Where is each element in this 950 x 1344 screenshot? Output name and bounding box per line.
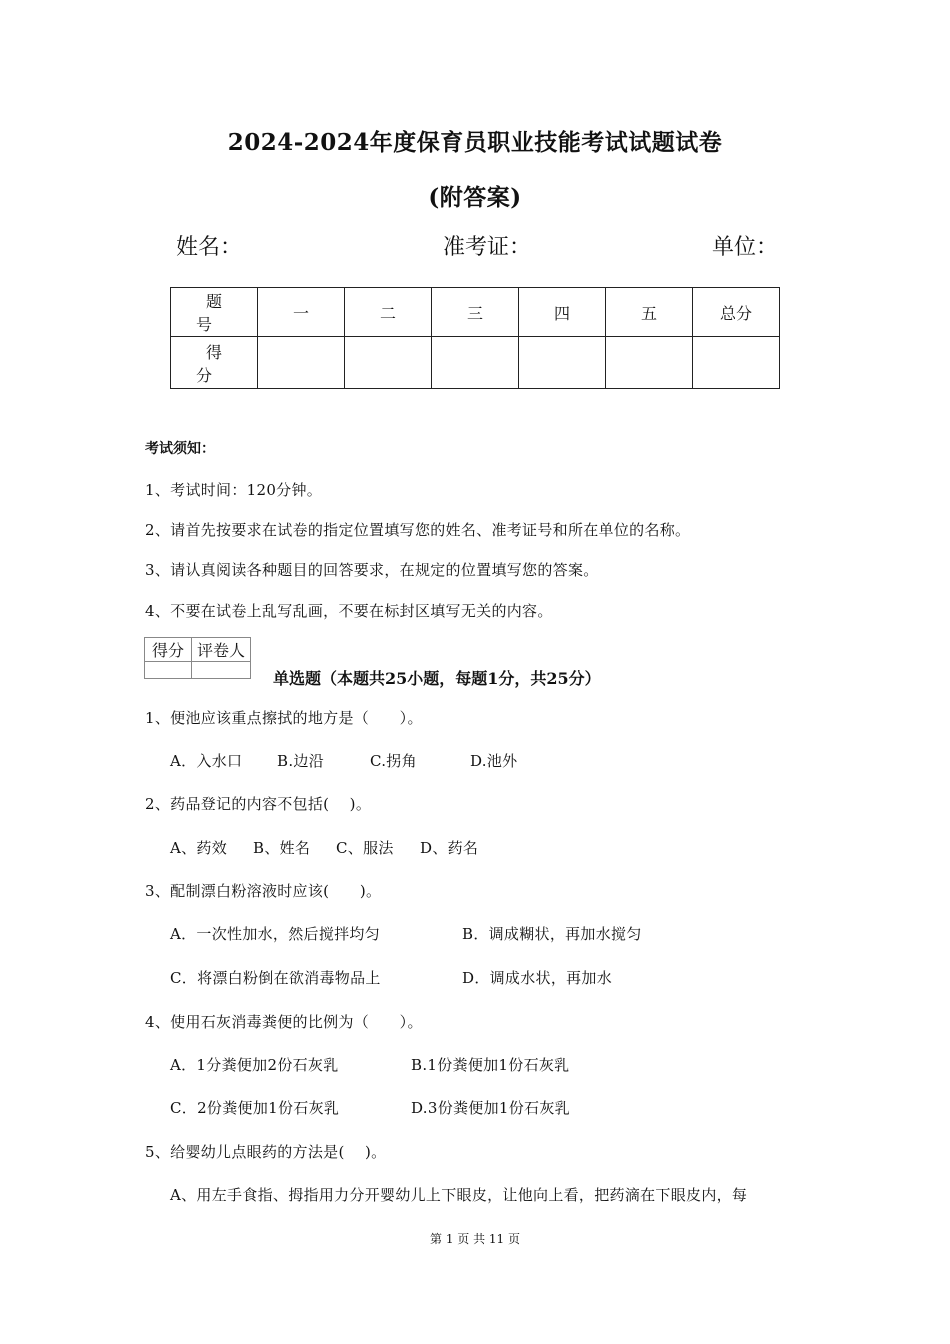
score-table-header-cell: 四 — [519, 288, 606, 337]
question-option[interactable]: B.边沿 — [277, 752, 324, 770]
notice-item: 3、请认真阅读各种题目的回答要求，在规定的位置填写您的答案。 — [145, 561, 599, 579]
score-table — [170, 287, 780, 389]
question-option[interactable]: C.拐角 — [370, 752, 417, 770]
notice-item: 4、不要在试卷上乱写乱画，不要在标封区填写无关的内容。 — [145, 602, 553, 620]
grader-name-cell[interactable] — [192, 662, 251, 679]
score-table-header-cell: 题 号 — [171, 288, 258, 337]
grader-name-label: 评卷人 — [192, 638, 251, 662]
grader-score-cell[interactable] — [145, 662, 192, 679]
question-option[interactable]: D、药名 — [420, 839, 479, 857]
question-option[interactable]: D.3份粪便加1份石灰乳 — [411, 1099, 570, 1117]
score-table-header-cell: 五 — [606, 288, 693, 337]
question-option[interactable]: A、用左手食指、拇指用力分开婴幼儿上下眼皮，让他向上看，把药滴在下眼皮内，每 — [170, 1186, 748, 1204]
name-label: 姓名： — [176, 235, 243, 260]
unit-label: 单位： — [712, 235, 779, 260]
question-option[interactable]: C．2份粪便加1份石灰乳 — [170, 1099, 340, 1117]
grader-score-label: 得分 — [145, 638, 192, 662]
question-stem: 2、药品登记的内容不包括( )。 — [145, 795, 372, 813]
section-heading: 单选题（本题共25小题，每题1分，共25分） — [273, 669, 601, 688]
score-table-header-row — [171, 288, 780, 337]
question-option[interactable]: D.池外 — [470, 752, 518, 770]
question-stem: 3、配制漂白粉溶液时应该( )。 — [145, 882, 382, 900]
exam-id-label: 准考证： — [443, 235, 532, 260]
question-option[interactable]: B、姓名 — [253, 839, 311, 857]
question-option[interactable]: C、服法 — [336, 839, 394, 857]
grader-box — [144, 637, 251, 679]
document-title: 2024-2024年度保育员职业技能考试试题试卷 — [227, 129, 723, 156]
notice-item: 2、请首先按要求在试卷的指定位置填写您的姓名、准考证号和所在单位的名称。 — [145, 521, 691, 539]
question-option[interactable]: D．调成水状，再加水 — [462, 969, 613, 987]
question-option[interactable]: A、药效 — [170, 839, 228, 857]
notice-item: 1、考试时间：120分钟。 — [145, 481, 323, 499]
score-table-header-cell: 二 — [345, 288, 432, 337]
score-cell[interactable] — [693, 337, 780, 389]
question-option[interactable]: A．入水口 — [170, 752, 243, 770]
question-option[interactable]: B.1份粪便加1份石灰乳 — [411, 1056, 570, 1074]
notice-heading: 考试须知： — [145, 441, 215, 457]
question-option[interactable]: A．1分粪便加2份石灰乳 — [170, 1056, 339, 1074]
score-table-row-label: 得 分 — [171, 337, 258, 389]
score-cell[interactable] — [519, 337, 606, 389]
question-stem: 5、给婴幼儿点眼药的方法是( )。 — [145, 1143, 387, 1161]
score-table-header-cell: 总分 — [693, 288, 780, 337]
question-stem: 1、便池应该重点擦拭的地方是（ ）。 — [145, 709, 423, 727]
document-subtitle: (附答案) — [428, 184, 522, 211]
score-cell[interactable] — [345, 337, 432, 389]
question-option[interactable]: C．将漂白粉倒在欲消毒物品上 — [170, 969, 381, 987]
score-cell[interactable] — [432, 337, 519, 389]
score-table-score-row — [171, 337, 780, 389]
question-option[interactable]: A．一次性加水，然后搅拌均匀 — [170, 925, 381, 943]
page-number: 第 1 页 共 11 页 — [430, 1232, 520, 1246]
score-table-header-cell: 一 — [258, 288, 345, 337]
score-table-header-cell: 三 — [432, 288, 519, 337]
question-stem: 4、使用石灰消毒粪便的比例为（ ）。 — [145, 1013, 423, 1031]
question-option[interactable]: B．调成糊状，再加水搅匀 — [462, 925, 642, 943]
score-cell[interactable] — [258, 337, 345, 389]
score-cell[interactable] — [606, 337, 693, 389]
